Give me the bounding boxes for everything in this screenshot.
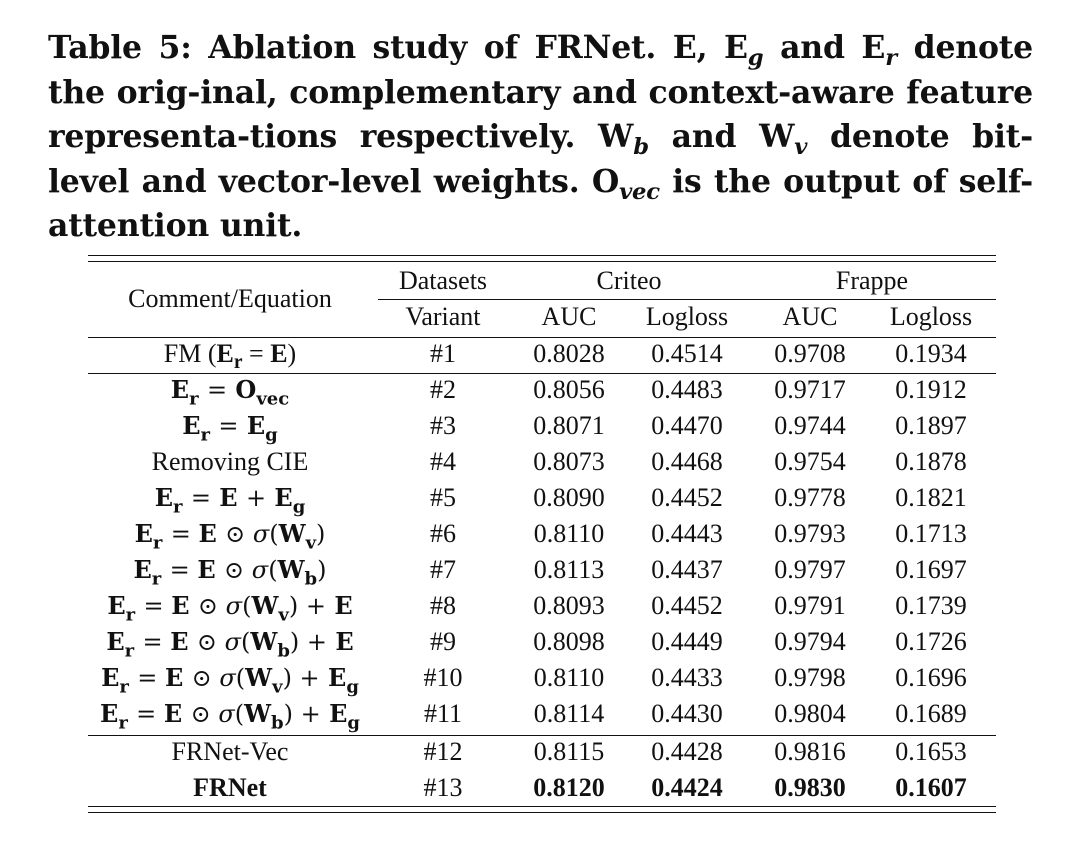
frappe-logloss-cell: 0.1696 [895,663,967,692]
criteo-auc-cell: 0.8090 [533,483,605,512]
criteo-logloss-cell: 0.4452 [651,483,723,512]
frappe-auc-cell: 0.9794 [774,627,846,656]
row-label-8: $E_r = E$ ⊙ $\sigma(W_v) + E$ [107,591,353,626]
row-label-2: $E_r = O_{vec}$ [170,375,290,410]
row-label-7: $E_r = E$ ⊙ $\sigma(W_b)$ [133,555,327,590]
header-datasets: Datasets [398,266,488,295]
variant-cell: #9 [430,627,456,656]
frappe-auc-cell: 0.9708 [774,339,846,368]
frappe-logloss-cell: 0.1697 [895,555,967,584]
variant-cell: #5 [430,483,456,512]
frappe-logloss-cell: 0.1878 [895,447,967,476]
frappe-logloss-cell: 0.1739 [895,591,967,620]
header-bottom-rule [88,337,996,338]
variants-rule [88,735,996,736]
bottom-rule-1 [88,806,996,807]
row-label-4: Removing CIE [151,447,309,476]
criteo-logloss-cell: 0.4424 [651,773,723,802]
frappe-logloss-cell: 0.1713 [895,519,967,548]
criteo-logloss-cell: 0.4430 [651,699,723,728]
frappe-logloss-cell: 0.1726 [895,627,967,656]
variant-cell: #1 [430,339,456,368]
variant-cell: #13 [423,773,463,802]
header-group-frappe: Frappe [835,266,909,295]
variant-cell: #12 [423,737,463,766]
header-variant: Variant [405,302,481,331]
top-rule-1 [88,255,996,256]
frappe-auc-cell: 0.9778 [774,483,846,512]
row-label-12: FRNet-Vec [171,737,289,766]
row-label-10: $E_r = E$ ⊙ $\sigma(W_v) + E_g$ [101,663,359,698]
baseline-rule [88,373,996,374]
frappe-auc-cell: 0.9754 [774,447,846,476]
criteo-logloss-cell: 0.4470 [651,411,723,440]
criteo-logloss-cell: 0.4468 [651,447,723,476]
criteo-auc-cell: 0.8114 [533,699,605,728]
row-label-11: $E_r = E$ ⊙ $\sigma(W_b) + E_g$ [100,699,360,734]
table-caption [48,26,1033,249]
criteo-logloss-cell: 0.4449 [651,627,723,656]
criteo-logloss-cell: 0.4428 [651,737,723,766]
criteo-logloss-cell: 0.4483 [651,375,723,404]
criteo-auc-cell: 0.8056 [533,375,605,404]
header-frappe-auc: AUC [782,302,838,331]
criteo-auc-cell: 0.8110 [533,519,605,548]
criteo-auc-cell: 0.8115 [533,737,605,766]
header-sub-rule [378,299,996,300]
variant-cell: #8 [430,591,456,620]
header-criteo-logloss: Logloss [645,302,729,331]
frappe-logloss-cell: 0.1607 [895,773,967,802]
header-criteo-auc: AUC [541,302,597,331]
frappe-auc-cell: 0.9744 [774,411,846,440]
row-label-1: FM $(E_r = E)$ [163,339,297,373]
criteo-auc-cell: 0.8113 [533,555,605,584]
caption-label: Table 5: [48,29,192,66]
row-label-9: $E_r = E$ ⊙ $\sigma(W_b) + E$ [106,627,354,662]
frappe-auc-cell: 0.9793 [774,519,846,548]
criteo-auc-cell: 0.8110 [533,663,605,692]
frappe-logloss-cell: 0.1912 [895,375,967,404]
criteo-logloss-cell: 0.4443 [651,519,723,548]
frappe-logloss-cell: 0.1897 [895,411,967,440]
row-label-6: $E_r = E$ ⊙ $\sigma(W_v)$ [134,519,326,554]
caption-text: Ablation study of FRNet. E, $E_g$ and $E_r$ denote the orig-inal, complementary and context-aware feature representa-tions respectively. $W_b$ and $W_v$ denote bit-level and vector-level weights. $O_{vec}$ is the output of self-attention unit. [48,29,1033,244]
variant-cell: #2 [430,375,456,404]
row-label-13: FRNet [193,773,267,802]
criteo-auc-cell: 0.8098 [533,627,605,656]
criteo-logloss-cell: 0.4514 [651,339,723,368]
criteo-auc-cell: 0.8120 [533,773,605,802]
criteo-logloss-cell: 0.4452 [651,591,723,620]
variant-cell: #7 [430,555,456,584]
variant-cell: #11 [423,699,463,728]
variant-cell: #6 [430,519,456,548]
frappe-auc-cell: 0.9791 [774,591,846,620]
frappe-logloss-cell: 0.1821 [895,483,967,512]
criteo-auc-cell: 0.8073 [533,447,605,476]
frappe-auc-cell: 0.9816 [774,737,846,766]
variant-cell: #3 [430,411,456,440]
frappe-auc-cell: 0.9830 [774,773,846,802]
frappe-auc-cell: 0.9804 [774,699,846,728]
criteo-auc-cell: 0.8071 [533,411,605,440]
bottom-rule-2 [88,812,996,813]
header-frappe-logloss: Logloss [889,302,973,331]
criteo-logloss-cell: 0.4433 [651,663,723,692]
row-label-3: $E_r = E_g$ [182,411,278,446]
frappe-logloss-cell: 0.1653 [895,737,967,766]
criteo-auc-cell: 0.8028 [533,339,605,368]
header-comment-equation: Comment/Equation [128,284,332,313]
frappe-auc-cell: 0.9798 [774,663,846,692]
row-label-5: $E_r = E + E_g$ [154,483,306,518]
header-group-criteo: Criteo [596,266,662,295]
frappe-logloss-cell: 0.1934 [895,339,967,368]
variant-cell: #10 [423,663,463,692]
criteo-logloss-cell: 0.4437 [651,555,723,584]
frappe-auc-cell: 0.9717 [774,375,846,404]
frappe-auc-cell: 0.9797 [774,555,846,584]
top-rule-2 [88,261,996,262]
variant-cell: #4 [430,447,456,476]
criteo-auc-cell: 0.8093 [533,591,605,620]
frappe-logloss-cell: 0.1689 [895,699,967,728]
